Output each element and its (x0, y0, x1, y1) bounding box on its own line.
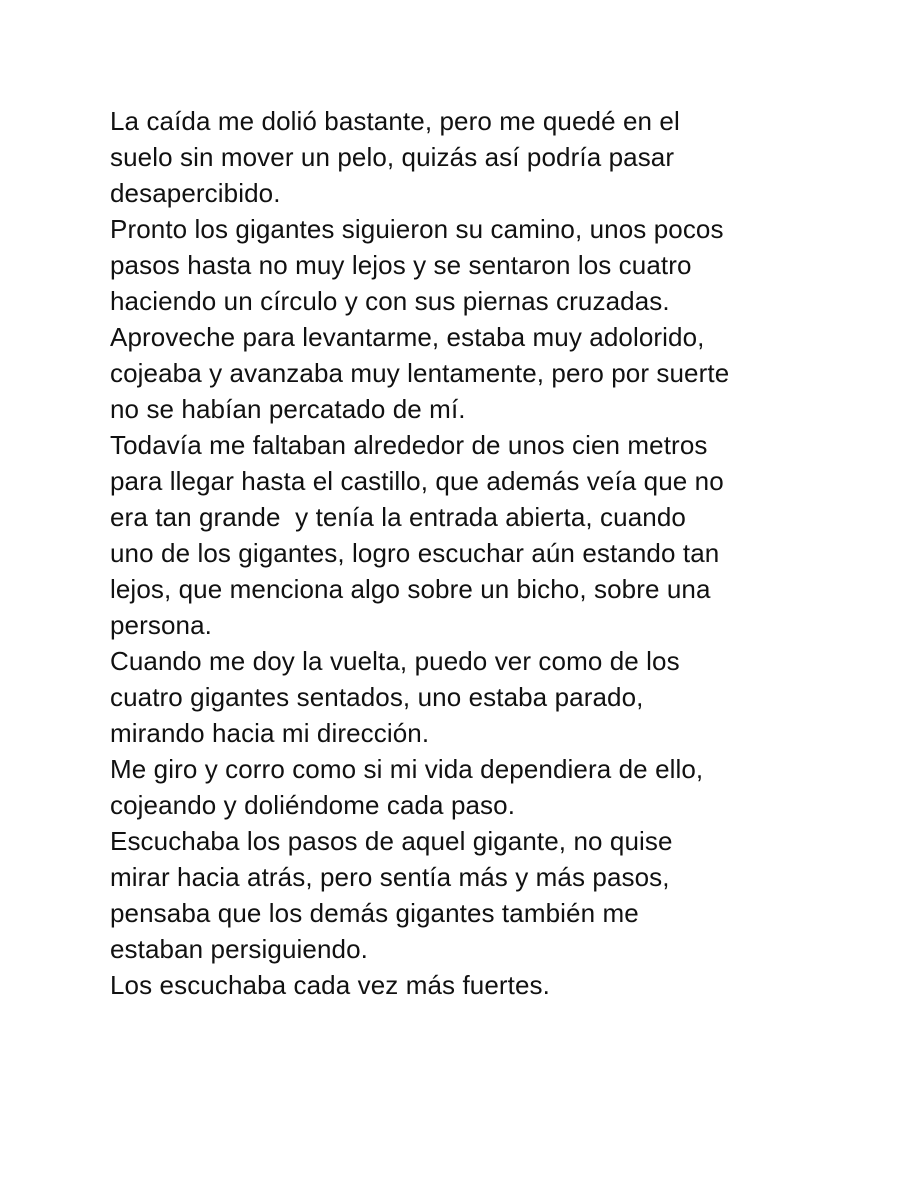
text-line-11: para llegar hasta el castillo, que además veía que no (110, 466, 724, 496)
text-line-4: Pronto los gigantes siguieron su camino, unos pocos (110, 214, 724, 244)
text-line-10: Todavía me faltaban alrededor de unos cien metros (110, 430, 708, 460)
text-line-5: pasos hasta no muy lejos y se sentaron los cuatro (110, 250, 692, 280)
text-line-17: cuatro gigantes sentados, uno estaba parado, (110, 682, 644, 712)
text-line-15: persona. (110, 610, 212, 640)
text-line-14: lejos, que menciona algo sobre un bicho, sobre una (110, 574, 711, 604)
text-line-13: uno de los gigantes, logro escuchar aún estando tan (110, 538, 720, 568)
text-line-2: suelo sin mover un pelo, quizás así podría pasar (110, 142, 675, 172)
text-line-8: cojeaba y avanzaba muy lentamente, pero por suerte (110, 358, 730, 388)
text-line-23: pensaba que los demás gigantes también me (110, 898, 639, 928)
body-text (110, 103, 810, 1003)
text-line-1: La caída me dolió bastante, pero me quedé en el (110, 106, 680, 136)
text-line-21: Escuchaba los pasos de aquel gigante, no quise (110, 826, 673, 856)
text-line-9: no se habían percatado de mí. (110, 394, 466, 424)
text-line-16: Cuando me doy la vuelta, puedo ver como de los (110, 646, 680, 676)
text-line-6: haciendo un círculo y con sus piernas cruzadas. (110, 286, 670, 316)
text-line-18: mirando hacia mi dirección. (110, 718, 430, 748)
text-line-12: era tan grande y tenía la entrada abierta, cuando (110, 502, 686, 532)
text-line-19: Me giro y corro como si mi vida dependiera de ello, (110, 754, 704, 784)
text-line-22: mirar hacia atrás, pero sentía más y más pasos, (110, 862, 670, 892)
text-line-25: Los escuchaba cada vez más fuertes. (110, 970, 550, 1000)
text-line-7: Aproveche para levantarme, estaba muy adolorido, (110, 322, 705, 352)
text-line-3: desapercibido. (110, 178, 281, 208)
text-line-20: cojeando y doliéndome cada paso. (110, 790, 516, 820)
text-line-24: estaban persiguiendo. (110, 934, 368, 964)
